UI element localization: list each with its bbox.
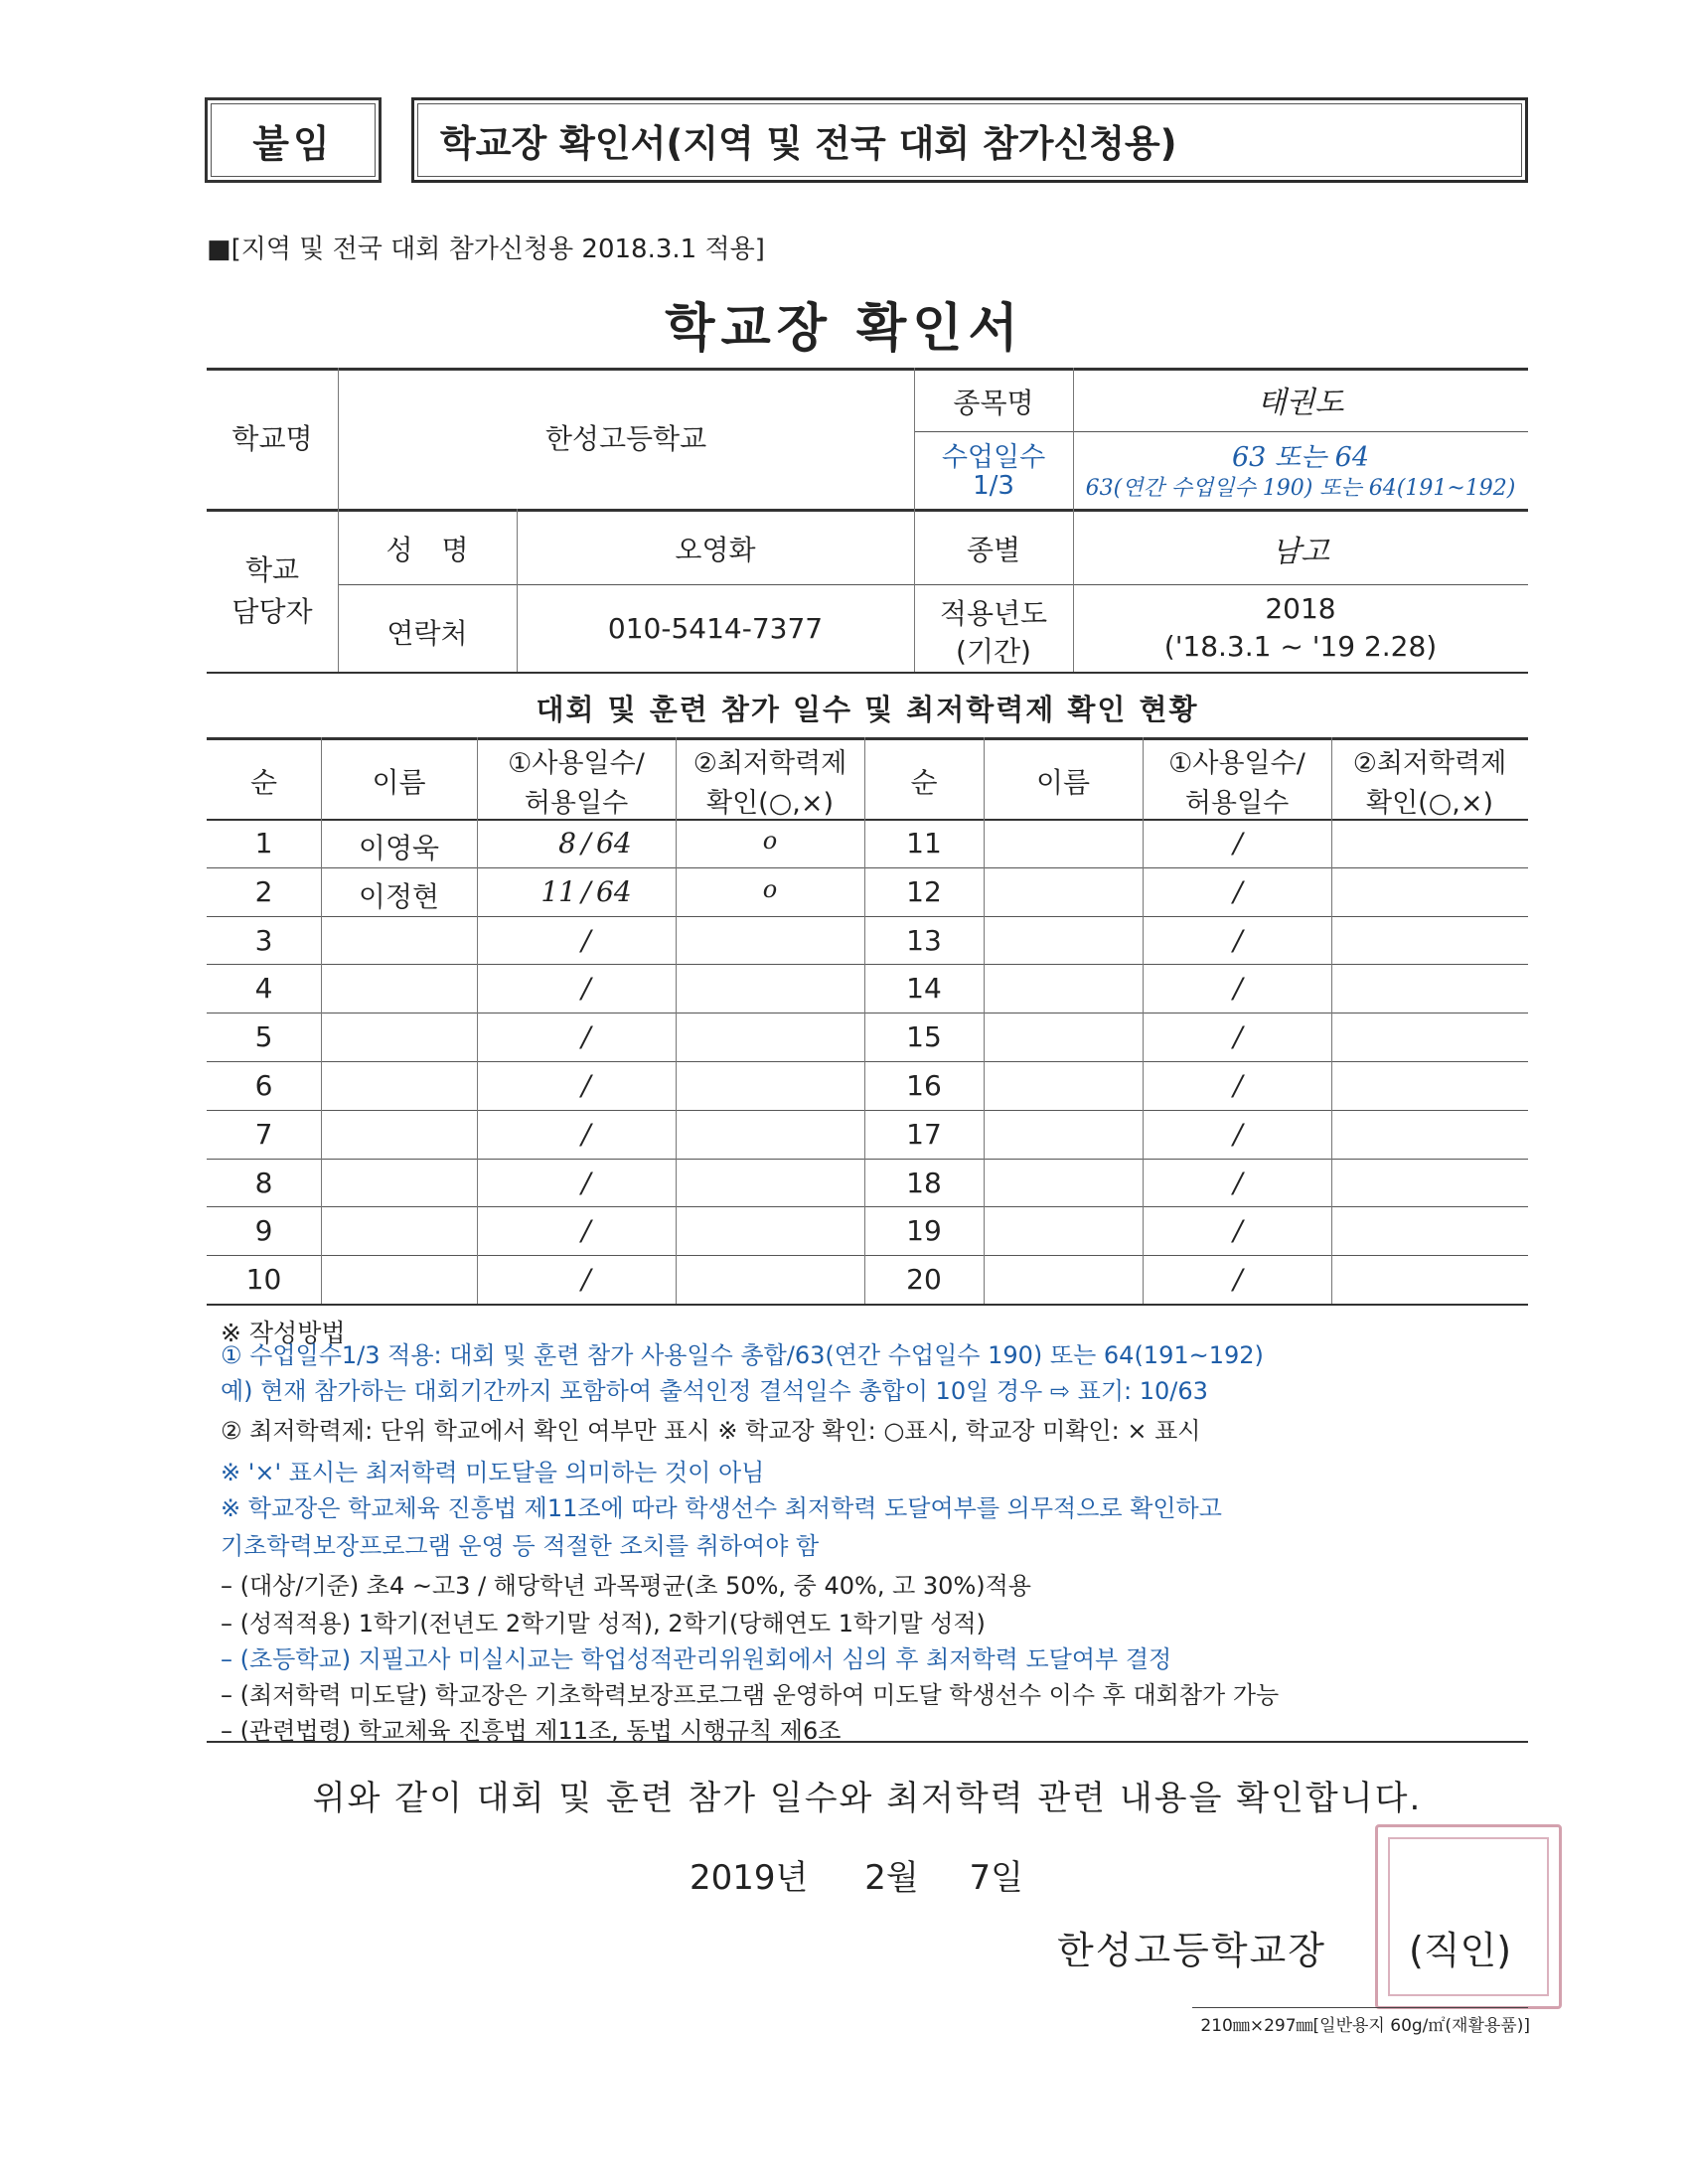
row-left-name: 이영욱 [358,832,440,864]
sub-note: ■[지역 및 전국 대회 참가신청용 2018.3.1 적용] [207,234,765,264]
year-label-2: (기간) [956,635,1031,668]
row-right-seq: 12 [906,874,942,908]
doc-title: 학교장 확인서(지역 및 전국 대회 참가신청용) [440,122,1177,165]
note-line: – (성적적용) 1학기(전년도 2학기말 성적), 2학기(당해연도 1학기말 성적) [221,1610,986,1638]
contact-value: 010-5414-7377 [607,612,824,645]
row-left-slash: / [581,923,591,957]
school-seal-stamp [1375,1824,1562,2009]
school-label: 학교명 [231,422,313,455]
hdr-days-right-2: 허용일수 [1184,788,1290,819]
note-line: – (최저학력 미도달) 학교장은 기초학력보장프로그램 운영하여 미도달 학생선수 이수 후 대회참가 가능 [221,1681,1280,1709]
row-right-slash: / [1233,972,1243,1006]
name-value: 오영화 [675,534,756,566]
row-left-seq: 1 [254,827,273,859]
row-right-slash: / [1233,1020,1243,1054]
main-title: 학교장 확인서 [665,299,1024,359]
doc-title-box [411,97,1528,183]
year-value-2: ('18.3.1 ~ '19 2.28) [1163,630,1438,663]
date-day: 7일 [969,1858,1023,1898]
row-right-slash: / [1233,874,1243,908]
note-line: ※ '×' 표시는 최저학력 미도달을 의미하는 것이 아님 [221,1459,765,1486]
row-left-seq: 2 [254,874,273,908]
row-left-seq: 6 [254,1069,273,1102]
note-line: – (대상/기준) 초4 ~고3 / 해당학년 과목평균(초 50%, 중 40%, 고 30%)적용 [221,1572,1031,1600]
row-right-seq: 17 [906,1117,942,1151]
staff-label-1: 학교 [244,553,300,586]
row-left-used: 11 [540,874,576,908]
row-left-slash: / [581,1263,591,1297]
year-value-1: 2018 [1265,592,1336,625]
date-year: 2019년 [690,1858,809,1898]
row-right-slash: / [1233,1117,1243,1151]
name-label: 성 명 [385,534,469,566]
type-value: 남고 [1272,535,1329,569]
row-left-slash: / [581,874,591,908]
year-label-1: 적용년도 [939,597,1048,630]
type-label: 종별 [966,534,1021,566]
event-label: 종목명 [953,387,1034,419]
attach-label: 붙임 [252,121,334,166]
note-line: – (초등학교) 지필고사 미실시교는 학업성적관리위원회에서 심의 후 최저학력 도달여부 결정 [221,1645,1172,1673]
row-left-seq: 9 [254,1214,273,1248]
signer: 한성고등학교장 [1057,1929,1326,1972]
row-right-slash: / [1233,1263,1243,1297]
row-left-check: o [762,827,778,855]
row-right-slash: / [1233,923,1243,957]
row-left-slash: / [581,1166,591,1199]
hdr-days-right-1: ①사용일수/ [1168,748,1305,779]
row-left-check: o [762,874,778,903]
note-line: – (관련법령) 학교체육 진흥법 제11조, 동법 시행규칙 제6조 [221,1717,842,1745]
row-left-name: 이정현 [358,879,440,913]
row-right-slash: / [1233,1069,1243,1102]
row-right-slash: / [1233,1214,1243,1248]
row-right-seq: 18 [906,1166,942,1199]
row-right-seq: 16 [906,1069,942,1102]
note-line: ① 수업일수1/3 적용: 대회 및 훈련 참가 사용일수 총합/63(연간 수업일수 190) 또는 64(191~192) [221,1341,1264,1369]
row-right-seq: 13 [906,923,942,957]
row-right-seq: 11 [906,827,942,859]
row-right-slash: / [1233,1166,1243,1199]
hdr-seq-right: 순 [910,766,938,799]
row-left-seq: 4 [254,972,273,1006]
row-right-seq: 14 [906,972,942,1006]
row-left-seq: 8 [254,1166,273,1199]
note-line: 기초학력보장프로그램 운영 등 적절한 조치를 취하여야 함 [221,1532,820,1560]
staff-label-2: 담당자 [231,595,313,628]
days-value-2: 63(연간 수업일수 190) 또는 64(191~192) [1085,476,1516,501]
notes-heading: ※ 작성방법 [221,1319,346,1347]
school-value: 한성고등학교 [544,422,707,455]
days-label-2: 1/3 [973,471,1014,501]
hdr-days-left-1: ①사용일수/ [508,748,645,779]
row-left-seq: 5 [254,1020,273,1054]
days-label-1: 수업일수 [941,442,1046,473]
row-left-slash: / [581,1020,591,1054]
hdr-name-right: 이름 [1035,766,1091,799]
row-left-allowed: 64 [596,827,632,859]
hdr-seq-left: 순 [249,766,278,799]
days-value-1: 63 또는 64 [1231,442,1370,473]
status-title: 대회 및 훈련 참가 일수 및 최저학력제 확인 현황 [536,693,1199,726]
row-left-seq: 10 [245,1263,282,1297]
note-line: ② 최저학력제: 단위 학교에서 확인 여부만 표시 ※ 학교장 확인: ○표시, 학교장 미확인: × 표시 [221,1417,1201,1445]
attach-label-box [205,97,382,183]
hdr-days-left-2: 허용일수 [524,788,629,819]
note-line: ※ 학교장은 학교체육 진흥법 제11조에 따라 학생선수 최저학력 도달여부를 의무적으로 확인하고 [221,1494,1222,1522]
confirm-text: 위와 같이 대회 및 훈련 참가 일수와 최저학력 관련 내용을 확인합니다. [312,1779,1423,1818]
row-right-seq: 15 [906,1020,942,1054]
row-left-slash: / [581,1117,591,1151]
hdr-min-right-2: 확인(○,×) [1366,788,1493,819]
row-left-slash: / [581,972,591,1006]
date-line [690,1850,1023,1899]
paper-spec: 210㎜×297㎜[일반용지 60g/㎡(재활용품)] [1200,2016,1530,2036]
row-left-seq: 3 [254,923,273,957]
row-left-seq: 7 [254,1117,273,1151]
row-left-used: 8 [558,827,576,859]
row-right-seq: 19 [906,1214,942,1248]
row-right-seq: 20 [906,1263,942,1297]
hdr-name-left: 이름 [372,766,426,799]
note-line: 예) 현재 참가하는 대회기간까지 포함하여 출석인정 결석일수 총합이 10일 경우 ⇨ 표기: 10/63 [221,1377,1208,1405]
row-left-slash: / [581,1069,591,1102]
event-value: 태권도 [1257,386,1344,420]
hdr-min-right-1: ②최저학력제 [1352,748,1507,779]
row-left-allowed: 64 [596,874,632,908]
hdr-min-left-1: ②최저학력제 [692,748,847,779]
contact-label: 연락처 [386,617,468,650]
row-right-slash: / [1233,827,1243,859]
date-month: 2월 [864,1858,919,1898]
hdr-min-left-2: 확인(○,×) [706,788,834,819]
seal-label: (직인) [1409,1929,1512,1972]
row-left-slash: / [581,827,591,859]
row-left-slash: / [581,1214,591,1248]
